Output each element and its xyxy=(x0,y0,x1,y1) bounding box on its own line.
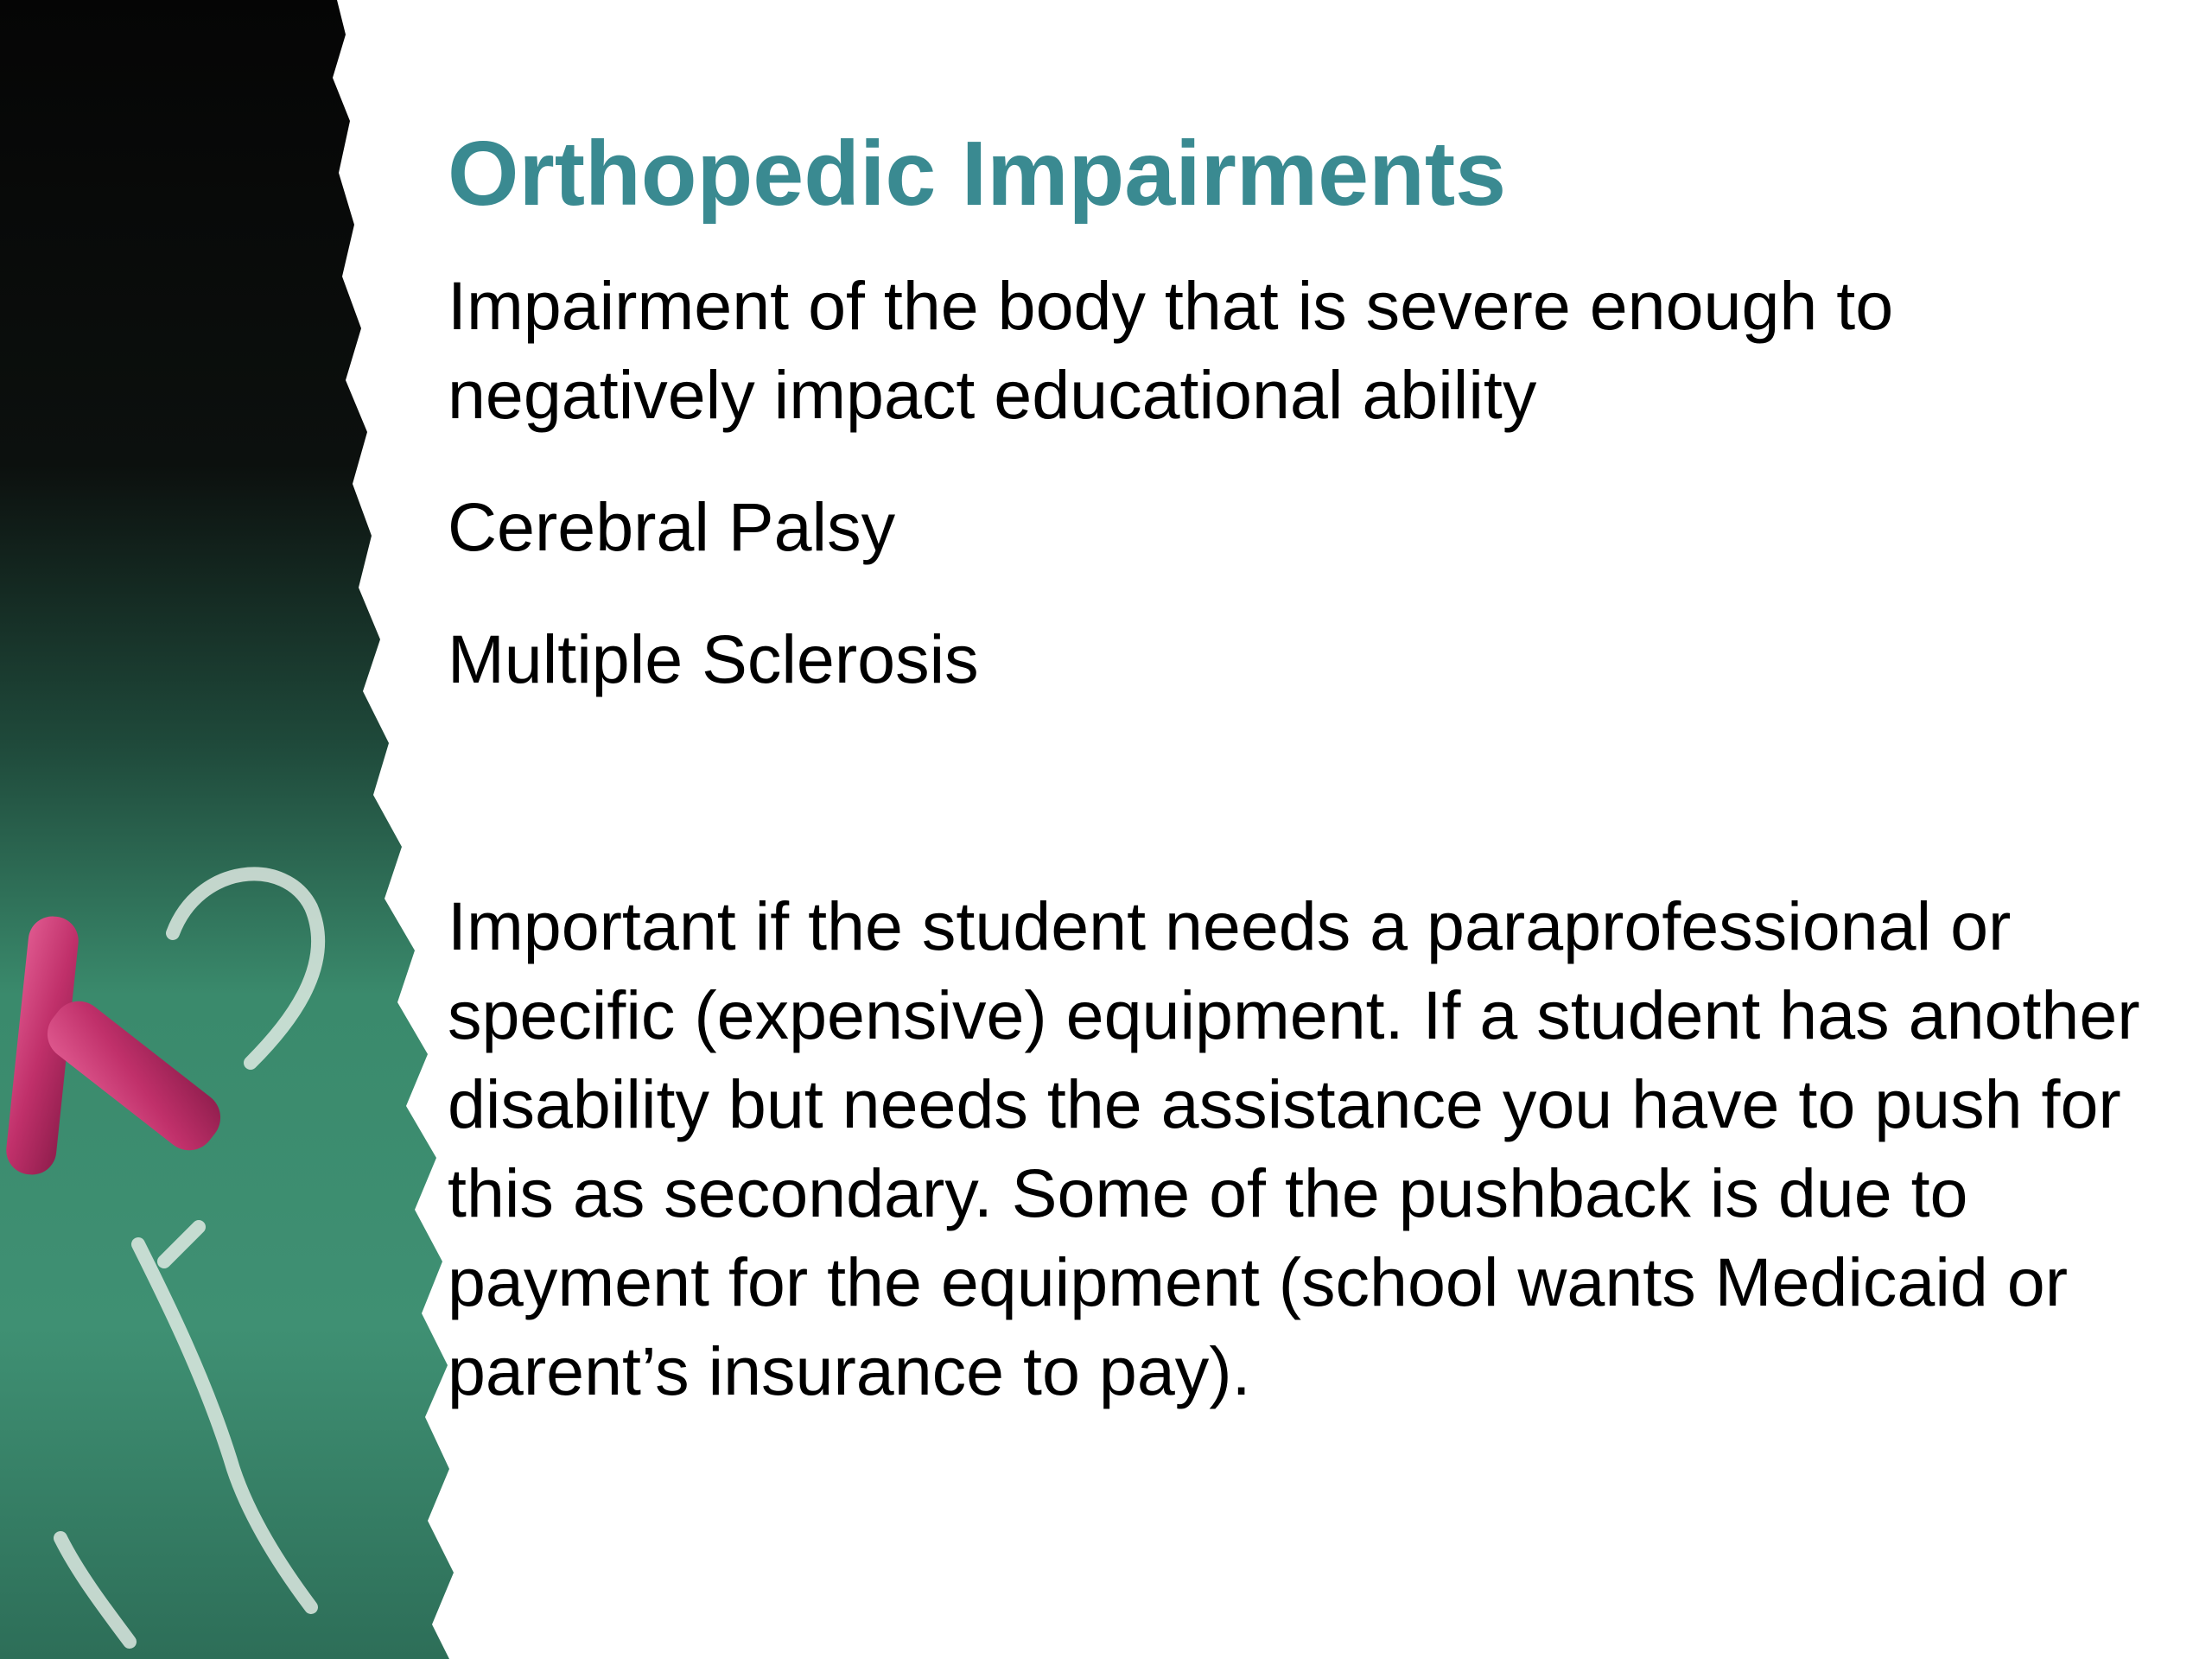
slide-title: Orthopedic Impairments xyxy=(448,123,1507,225)
slide-body xyxy=(448,261,2158,1415)
body-paragraph-definition: Impairment of the body that is severe enough to negatively impact educational ability xyxy=(448,267,1894,433)
body-paragraph-importance: Important if the student needs a paraprofessional or specific (expensive) equipment. If a student has another disability but needs the assistance you have to push for this as secondary. Some of the pushback is due to payment for the equipment (school wants Medicaid or parent’s insurance to pay). xyxy=(448,887,2140,1409)
body-paragraph-cerebral-palsy: Cerebral Palsy xyxy=(448,488,896,565)
chalkboard-side-image xyxy=(0,0,484,1659)
body-paragraph-multiple-sclerosis: Multiple Sclerosis xyxy=(448,620,979,697)
